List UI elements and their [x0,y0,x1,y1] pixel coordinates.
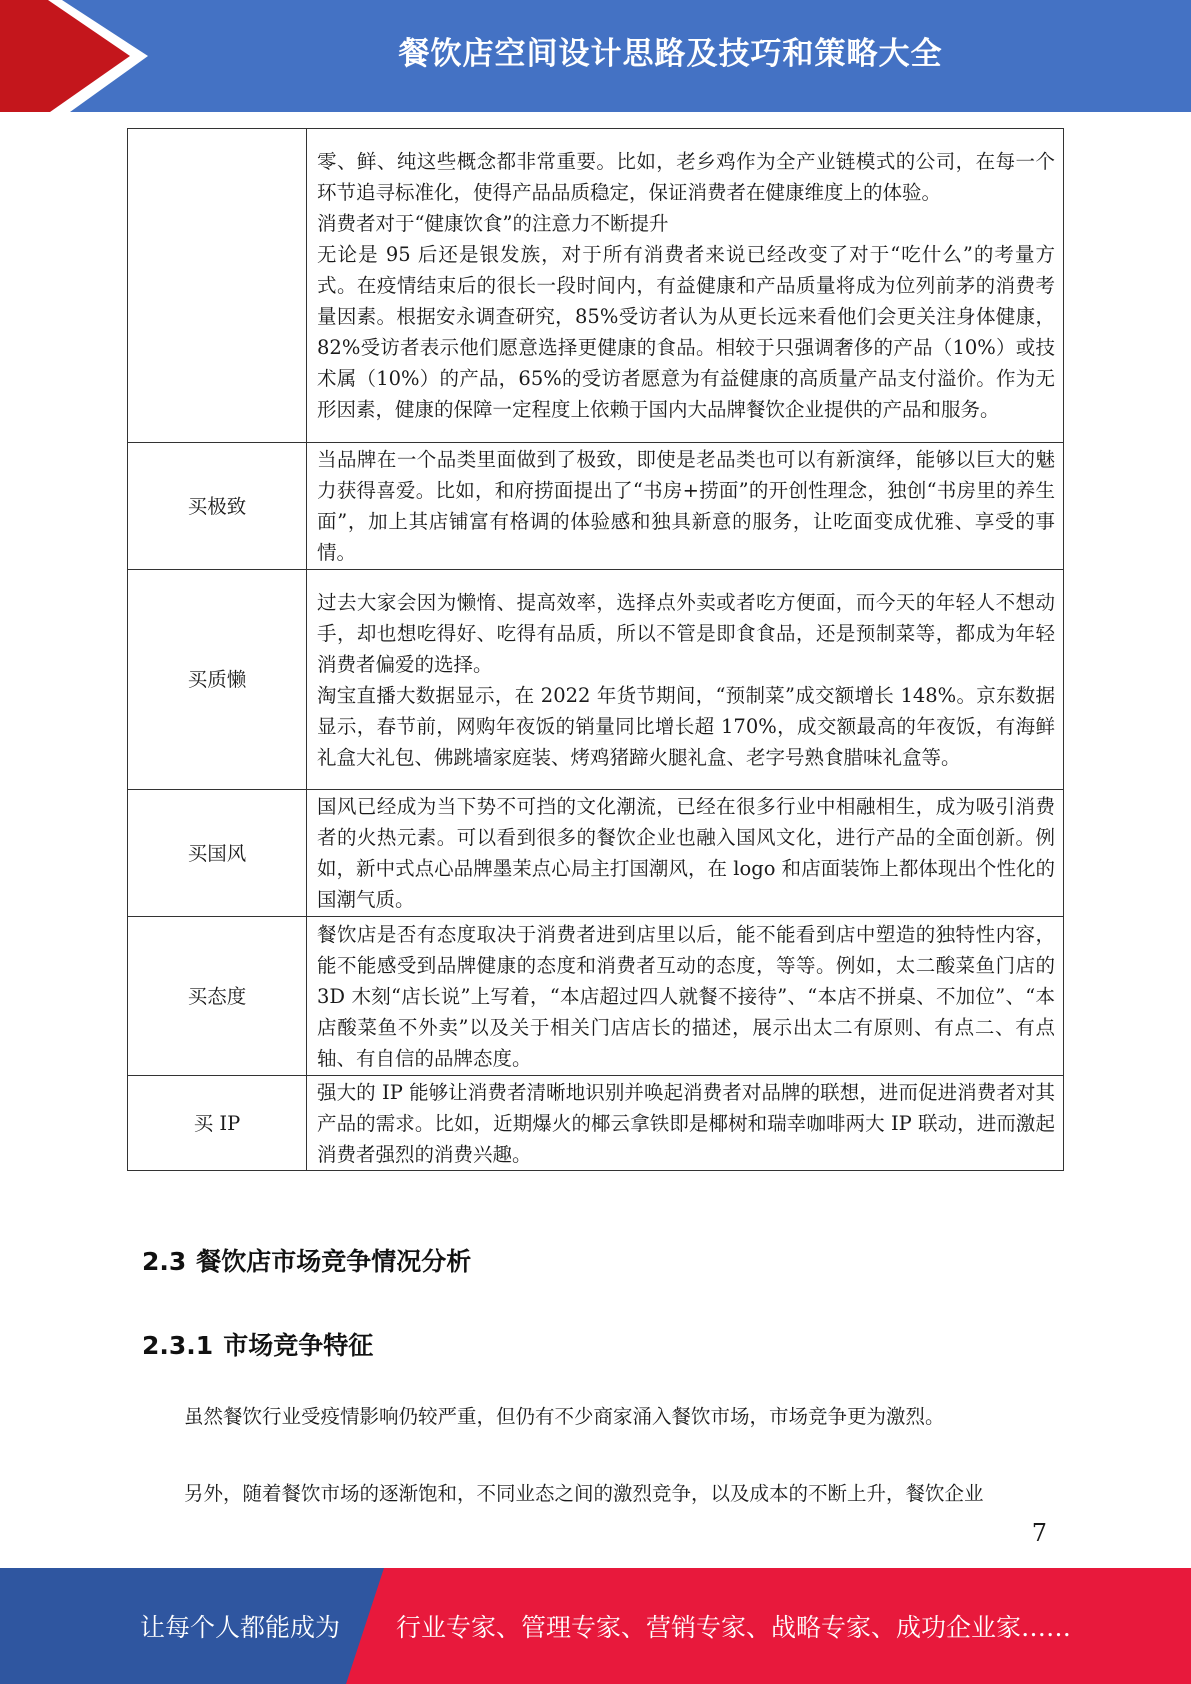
description-paragraph: 餐饮店是否有态度取决于消费者进到店里以后，能不能看到店中塑造的独特性内容，能不能感受到品牌健康的态度和消费者互动的态度，等等。例如，太二酸菜鱼门店的 3D 木刻“店长说”上写着，“本店超过四人就餐不接待”、“本店不拼桌、不加位”、“本店酸菜鱼不外卖”以及关于相关门店店长的描述，展示出太二有原则、有点二、有点轴、有自信的品牌态度。 [317,922,1055,1070]
footer-slogan-left: 让每个人都能成为 [140,1613,341,1642]
page-number: 7 [1031,1519,1047,1547]
section-number: 2.3 [142,1247,187,1276]
row-label: 买质懒 [128,570,307,790]
description-paragraph: 过去大家会因为懒惰、提高效率，选择点外卖或者吃方便面，而今天的年轻人不想动手，却也想吃得好、吃得有品质，所以不管是即食食品，还是预制菜等，都成为年轻消费者偏爱的选择。 [317,590,1055,676]
description-paragraph: 无论是 95 后还是银发族，对于所有消费者来说已经改变了对于“吃什么”的考量方式。在疫情结束后的很长一段时间内，有益健康和产品质量将成为位列前茅的消费考量因素。根据安永调查研究，85%受访者认为从更长远来看他们会更关注身体健康，82%受访者表示他们愿意选择更健康的食品。相较于只强调奢侈的产品（10%）或技术属（10%）的产品，65%的受访者愿意为有益健康的高质量产品支付溢价。作为无形因素，健康的保障一定程度上依赖于国内大品牌餐饮企业提供的产品和服务。 [317,243,1055,421]
row-description [307,129,1064,443]
page-header [0,0,1191,112]
subsection-title: 市场竞争特征 [223,1331,374,1360]
description-paragraph: 强大的 IP 能够让消费者清晰地识别并唤起消费者对品牌的联想，进而促进消费者对其产品的需求。比如，近期爆火的椰云拿铁即是椰树和瑞幸咖啡两大 IP 联动，进而激起消费者强烈的消费兴趣。 [317,1080,1055,1166]
table-row [128,570,1064,790]
footer-slogan-right: 行业专家、管理专家、营销专家、战略专家、成功企业家…… [396,1613,1072,1642]
row-description [307,570,1064,790]
subsection-number: 2.3.1 [142,1331,214,1360]
table-row [128,1076,1064,1171]
table-row [128,790,1064,917]
section-heading [142,1242,471,1278]
row-label: 买极致 [128,443,307,570]
document-title: 餐饮店空间设计思路及技巧和策略大全 [398,35,943,72]
description-paragraph: 淘宝直播大数据显示，在 2022 年货节期间，“预制菜”成交额增长 148%。京东数据显示，春节前，网购年夜饭的销量同比增长超 170%，成交额最高的年夜饭，有海鲜礼盒大礼包、佛跳墙家庭装、烤鸡猪蹄火腿礼盒、老字号熟食腊味礼盒等。 [317,683,1055,769]
row-description [307,790,1064,917]
body-paragraph: 另外，随着餐饮市场的逐渐饱和，不同业态之间的激烈竞争，以及成本的不断上升，餐饮企业 [184,1482,984,1505]
table-row [128,443,1064,570]
table-row [128,917,1064,1076]
table-row [128,129,1064,443]
body-paragraph: 虽然餐饮行业受疫情影响仍较严重，但仍有不少商家涌入餐饮市场，市场竞争更为激烈。 [184,1405,945,1428]
header-arrow-decoration [0,0,160,112]
row-label [128,129,307,443]
subsection-heading [142,1326,373,1362]
row-description [307,443,1064,570]
row-label: 买国风 [128,790,307,917]
description-paragraph: 零、鲜、纯这些概念都非常重要。比如，老乡鸡作为全产业链模式的公司，在每一个环节追寻标准化，使得产品品质稳定，保证消费者在健康维度上的体验。 [317,150,1055,204]
description-paragraph: 国风已经成为当下势不可挡的文化潮流，已经在很多行业中相融相生，成为吸引消费者的火热元素。可以看到很多的餐饮企业也融入国风文化，进行产品的全面创新。例如，新中式点心品牌墨茉点心局主打国潮风，在 logo 和店面装饰上都体现出个性化的国潮气质。 [317,795,1055,911]
page-footer [0,1568,1191,1684]
row-description [307,1076,1064,1171]
row-label: 买态度 [128,917,307,1076]
row-label: 买 IP [128,1076,307,1171]
description-paragraph: 当品牌在一个品类里面做到了极致，即使是老品类也可以有新演绎，能够以巨大的魅力获得喜爱。比如，和府捞面提出了“书房+捞面”的开创性理念，独创“书房里的养生面”，加上其店铺富有格调的体验感和独具新意的服务，让吃面变成优雅、享受的事情。 [317,448,1055,564]
row-description [307,917,1064,1076]
description-paragraph: 消费者对于“健康饮食”的注意力不断提升 [317,212,669,235]
section-title: 餐饮店市场竞争情况分析 [196,1247,472,1276]
trend-table [127,128,1064,1171]
